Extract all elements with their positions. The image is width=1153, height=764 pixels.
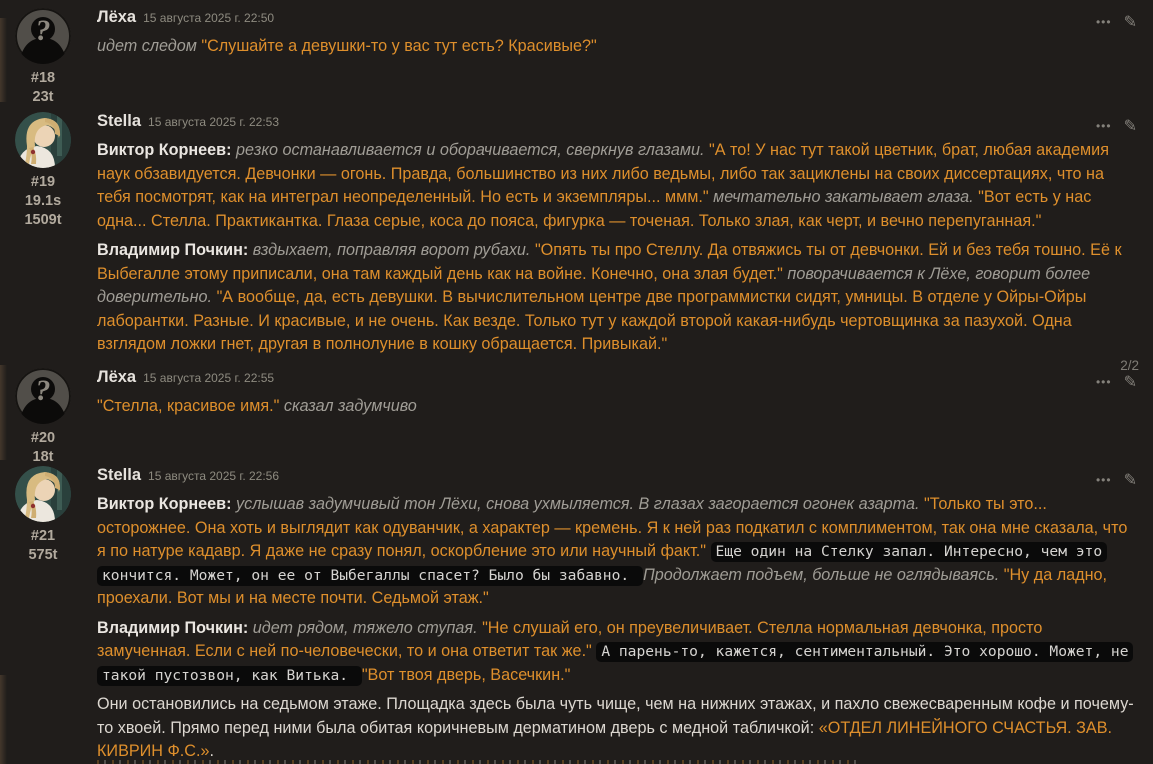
swipe-pagination[interactable]: 2/2 [1120, 357, 1139, 373]
message-gutter [10, 368, 76, 467]
edit-icon[interactable]: ✎ [1123, 14, 1137, 31]
message-meta-line: #19 [30, 174, 56, 190]
chat-message [0, 112, 1153, 373]
action-text: поворачивается к Лёхе, говорит более доверительно. [97, 264, 1091, 306]
message-actions [1096, 116, 1137, 136]
more-options-icon[interactable]: ••• [1095, 15, 1112, 29]
message-meta [10, 69, 76, 107]
message-paragraph [97, 35, 1139, 59]
action-text: резко останавливается и оборачивается, сверкнув глазами. [236, 141, 709, 159]
timestamp: 15 августа 2025 г. 22:53 [148, 115, 280, 129]
action-text: вздыхает, поправляя ворот рубахи. [252, 241, 535, 259]
dialogue-text: "Опять ты про Стеллу. Да отвяжись ты от девчонки. Ей и без тебя тошно. Её к Выбегалле этому приписали, она там каждый день как на войне. Конечно, она злая будет." [97, 241, 1122, 283]
message-paragraph [97, 493, 1139, 611]
dialogue-text: «ОТДЕЛ ЛИНЕЙНОГО СЧАСТЬЯ. ЗАВ. КИВРИН Ф.С.» [97, 718, 1113, 760]
edit-icon[interactable]: ✎ [1123, 472, 1137, 489]
message-paragraph [97, 239, 1139, 357]
character-name: Виктор Корнеев: [97, 141, 237, 159]
message-actions [1096, 12, 1137, 32]
anon-question-avatar[interactable] [15, 8, 71, 64]
message-meta-line: #21 [30, 528, 56, 544]
action-text: сказал задумчиво [283, 397, 417, 415]
dialogue-text: "Ну да ладно, проехали. Вот мы и на месте почти. Седьмой этаж." [97, 565, 1108, 607]
svg-text:?: ? [35, 14, 51, 47]
dialogue-text: "А то! У нас тут такой цветник, брат, любая академия наук обзавидуется. Девчонки — огонь. Правда, большинство из них либо ведьмы, либо так зациклены на своих диссертациях, что на тебя посмотрят, как на интеграл неопределенный. Но есть и экземпляры... ммм." [97, 141, 1109, 206]
timestamp: 15 августа 2025 г. 22:50 [143, 11, 275, 25]
author-name[interactable]: Лёха [97, 8, 137, 26]
message-paragraph [97, 395, 1139, 419]
message-content [97, 112, 1139, 373]
action-text: идет следом [97, 37, 202, 55]
anon-question-avatar[interactable] [15, 368, 71, 424]
message-header [97, 112, 1139, 133]
edit-icon[interactable]: ✎ [1123, 374, 1137, 391]
character-name: Владимир Почкин: [97, 618, 253, 637]
chat-message [0, 466, 1153, 764]
dialogue-text: "Вот есть у нас одна... Стелла. Практикантка. Глаза серые, коса до пояса, фигурка — точеная. Только злая, как черт, и вечно перепуганная." [97, 188, 1092, 230]
message-gutter [10, 112, 76, 230]
stella-portrait-avatar[interactable] [15, 112, 71, 168]
action-text: услышав задумчивый тон Лёхи, снова ухмыляется. В глазах загорается огонек азарта. [236, 495, 924, 513]
message-meta-line: 575t [28, 547, 58, 563]
inner-thought-text: Еще один на Стелку запал. Интересно, чем это кончится. Может, он ее от Выбегаллы спасет? Было бы забавно. [97, 542, 1107, 586]
action-text: Продолжает подъем, больше не оглядываясь. [642, 565, 1004, 584]
message-actions [1096, 470, 1137, 490]
action-text: идет рядом, тяжело ступая. [252, 618, 483, 637]
edit-icon[interactable]: ✎ [1123, 118, 1137, 135]
more-options-icon[interactable]: ••• [1095, 473, 1112, 487]
message-meta-line: #20 [30, 430, 56, 446]
chat-message [0, 368, 1153, 465]
message-gutter [10, 8, 76, 107]
message-meta-line: 18t [32, 449, 54, 465]
message-body [97, 35, 1139, 59]
more-options-icon[interactable]: ••• [1095, 375, 1112, 389]
dialogue-text: "Только ты это... осторожнее. Она хоть и выглядит как одуванчик, а характер — кремень. Я к ней раз подкатил с комплиментом, так она мне сказала, что я по натуре кадавр. Я даже не сразу понял, оскорбление это или научный факт." [97, 495, 1128, 560]
chat-message [0, 8, 1153, 105]
more-options-icon[interactable]: ••• [1095, 119, 1112, 133]
message-body [97, 493, 1139, 764]
inner-thought-text: А парень-то, кажется, сентиментальный. Это хорошо. Может, не такой пустозвон, как Витька. [97, 642, 1133, 686]
author-name[interactable]: Лёха [97, 368, 137, 386]
message-gutter [10, 466, 76, 565]
narration-text: Они остановились на седьмом этаже. Площадка здесь была чуть чище, чем на нижних этажах, и пахло свежесваренным кофе и почему-то хвоей. Прямо перед ними была обитая коричневым дерматином дверь с медной табличкой: [97, 695, 1134, 737]
narration-text: . [209, 742, 214, 760]
message-meta-line: 23t [32, 89, 54, 105]
dialogue-text: "Вот твоя дверь, Васечкин." [361, 665, 571, 684]
message-content [97, 8, 1139, 59]
message-header [97, 8, 1139, 29]
message-meta [10, 173, 76, 230]
message-paragraph [97, 139, 1139, 233]
dialogue-text: "А вообще, да, есть девушки. В вычислительном центре две программистки сидят, умницы. В отделе у Ойры-Ойры лаборантки. Разные. И красивые, и не очень. Как везде. Только тут у каждой второй какая-нибудь чертовщинка за пазухой. Одна взглядом ложки гнет, другая в полнолуние в кошку обращается. Привыкай." [97, 288, 1087, 353]
message-content [97, 466, 1139, 764]
character-name: Виктор Корнеев: [97, 495, 237, 513]
message-actions [1096, 372, 1137, 392]
svg-text:?: ? [35, 374, 51, 407]
stella-portrait-avatar[interactable] [15, 466, 71, 522]
message-paragraph [97, 617, 1139, 688]
dialogue-text: "Слушайте а девушки-то у вас тут есть? Красивые?" [201, 37, 597, 55]
message-content [97, 368, 1139, 419]
dialogue-text: "Не слушай его, он преувеличивает. Стелла нормальная девчонка, просто замученная. Если с ней по-человечески, то и она ответит так же." [97, 618, 1043, 660]
character-name: Владимир Почкин: [97, 241, 253, 259]
message-meta-line: 1509t [24, 212, 62, 228]
message-meta [10, 429, 76, 467]
message-meta [10, 527, 76, 565]
message-header [97, 466, 1139, 487]
message-body [97, 139, 1139, 357]
message-meta-line: #18 [30, 70, 56, 86]
timestamp: 15 августа 2025 г. 22:55 [143, 371, 275, 385]
message-body [97, 395, 1139, 419]
author-name[interactable]: Stella [97, 466, 142, 484]
dialogue-text: "Стелла, красивое имя." [97, 397, 284, 415]
action-text: мечтательно закатывает глаза. [713, 188, 979, 206]
message-header [97, 368, 1139, 389]
author-name[interactable]: Stella [97, 112, 142, 130]
timestamp: 15 августа 2025 г. 22:56 [148, 469, 280, 483]
message-paragraph [97, 693, 1139, 764]
message-meta-line: 19.1s [24, 193, 62, 209]
